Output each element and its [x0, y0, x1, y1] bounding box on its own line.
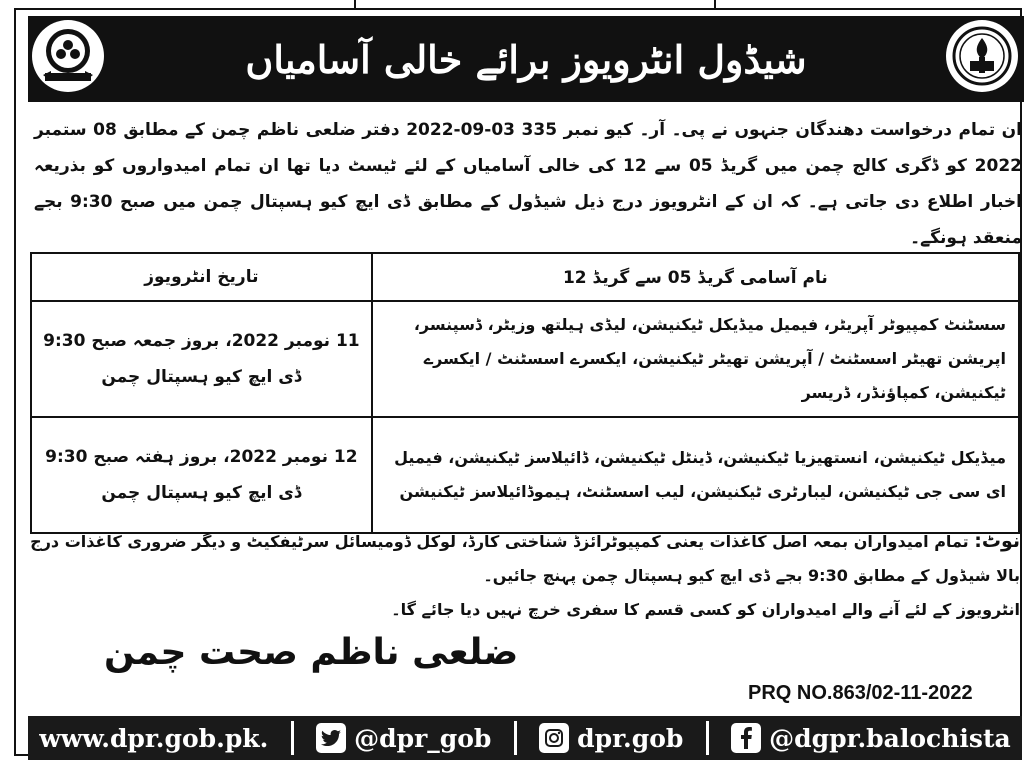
footer-divider: [706, 721, 709, 755]
posts-cell: میڈیکل ٹیکنیشن، انستھیزیا ٹیکنیشن، ڈینٹل ٹیکنیشن، ڈائیلاسز ٹیکنیشن، فیمیل ای سی جی ٹیکنیشن، لیبارٹری ٹیکنیشن، لیب اسسٹنٹ، ہیموڈائیلاسز ٹیکنیشن: [372, 417, 1019, 533]
page-title: شیڈول انٹرویوز برائے خالی آسامیاں: [245, 36, 807, 82]
footer-twitter[interactable]: [316, 723, 491, 753]
footer-social-bar: [28, 716, 1022, 760]
facebook-handle[interactable]: @dgpr.balochista: [769, 723, 1011, 753]
instagram-handle[interactable]: dpr.gob: [577, 723, 684, 753]
note-text-1: تمام امیدواران بمعہ اصل کاغذات یعنی کمپیوٹرائزڈ شناختی کارڈ، لوکل ڈومیسائل سرٹیفکیٹ و دیگر ضروری کاغذات درج بالا شیڈول کے مطابق 9:30 بجے ڈی ایچ کیو ہسپتال چمن پہنچ جائیں۔: [30, 532, 1020, 585]
note-line-1: [30, 524, 1020, 593]
footer-instagram[interactable]: [539, 723, 683, 753]
signature-district-health-officer: ضلعی ناظم صحت چمن: [104, 632, 519, 673]
twitter-handle[interactable]: @dpr_gob: [354, 723, 492, 753]
table-row: [31, 301, 1019, 417]
health-department-logo: [946, 20, 1018, 92]
intro-paragraph: ان تمام درخواست دھندگان جنہوں نے پی۔ آر۔ کیو نمبر 335 03-09-2022 دفتر ضلعی ناظم چمن کے مطابق 08 ستمبر 2022 کو ڈگری کالج چمن میں گریڈ 05 سے 12 کی خالی آسامیاں کے لئے ٹیسٹ دیا تھا ان تمام امیدواروں کو بذریعہ اخبار اطلاع دی جاتی ہے۔ کہ ان کے انٹرویوز درج ذیل شیڈول کے مطابق ڈی ایچ کیو ہسپتال چمن میں صبح 9:30 بجے منعقد ہونگے۔: [34, 120, 1023, 248]
top-ticks: [0, 0, 1036, 8]
posts-column-header: نام آسامی گریڈ 05 سے گریڈ 12: [372, 253, 1019, 301]
footer-website[interactable]: [39, 724, 268, 753]
note-line-2: انٹرویوز کے لئے آنے والے امیدواران کو کسی قسم کا سفری خرچ نہیں دیا جائے گا۔: [391, 600, 1020, 619]
instagram-icon: [539, 723, 569, 753]
note-section: [30, 524, 1020, 627]
posts-cell: سسٹنٹ کمپیوٹر آپریٹر، فیمیل میڈیکل ٹیکنیشن، لیڈی ہیلتھ وزیٹر، ڈسپنسر، اپریشن تھیٹر اسسٹنٹ / آپریشن تھیٹر ٹیکنیشن، ایکسرے اسسٹنٹ / ایکسرے ٹیکنیشن، کمپاؤنڈر، ڈریسر: [372, 301, 1019, 417]
facebook-icon: [731, 723, 761, 753]
interview-venue: ڈی ایچ کیو ہسپتال چمن: [101, 483, 302, 503]
date-cell: [31, 301, 372, 417]
emblem-icon: [37, 25, 99, 87]
twitter-icon: [316, 723, 346, 753]
tick: [354, 0, 356, 8]
table-header-row: [31, 253, 1019, 301]
health-emblem-icon: [951, 25, 1013, 87]
footer-facebook[interactable]: [731, 723, 1011, 753]
note-label: نوٹ:: [974, 530, 1020, 552]
balochistan-emblem-logo: [32, 20, 104, 92]
footer-divider: [291, 721, 294, 755]
date-cell: [31, 417, 372, 533]
footer-divider: [514, 721, 517, 755]
interview-date: 11 نومبر 2022، بروز جمعہ صبح 9:30: [43, 331, 360, 351]
table-row: [31, 417, 1019, 533]
prq-number: PRQ NO.863/02-11-2022: [748, 682, 973, 704]
website-link[interactable]: www.dpr.gob.pk.: [39, 723, 269, 753]
interview-date: 12 نومبر 2022، بروز ہفتہ صبح 9:30: [45, 447, 358, 467]
interview-venue: ڈی ایچ کیو ہسپتال چمن: [101, 367, 302, 387]
header-banner: [28, 16, 1024, 102]
interview-schedule-table: [30, 252, 1020, 534]
tick: [714, 0, 716, 8]
date-column-header: تاریخ انٹرویوز: [31, 253, 372, 301]
